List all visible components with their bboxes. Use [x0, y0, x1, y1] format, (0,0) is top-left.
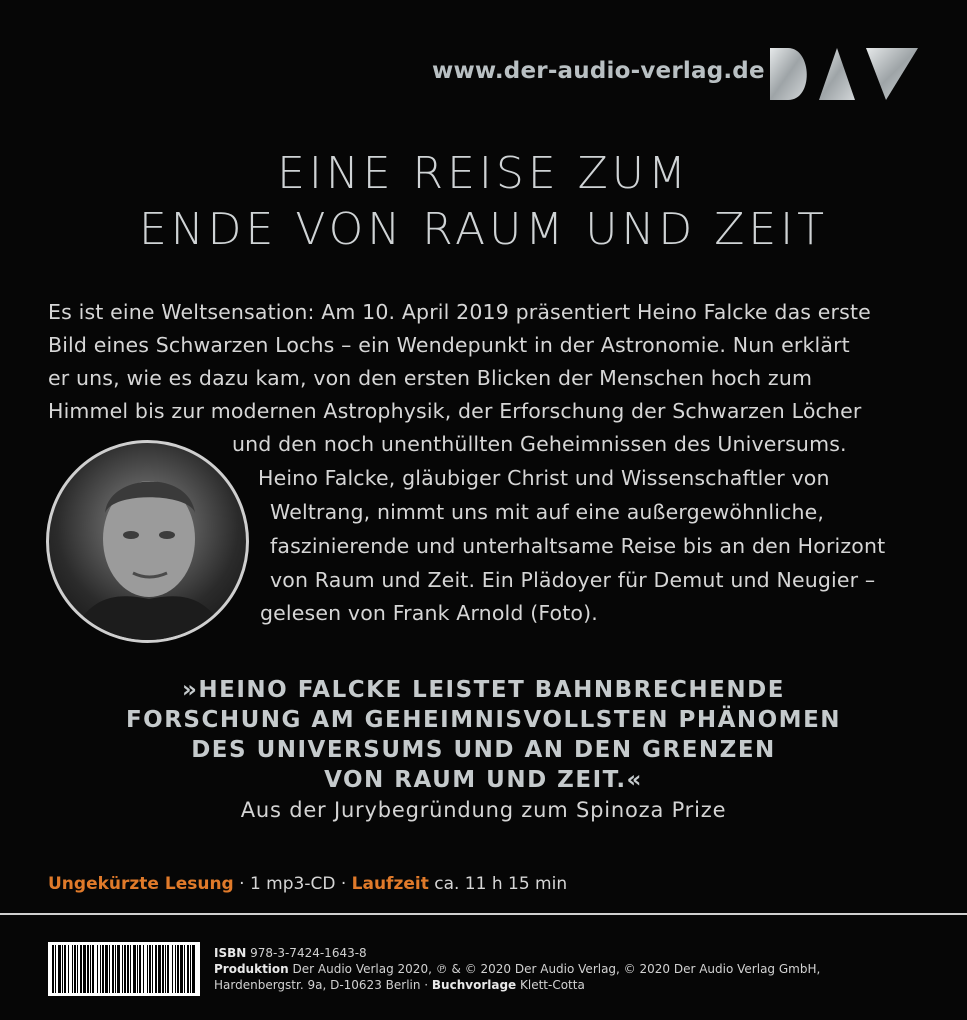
runtime-label: Laufzeit — [351, 874, 429, 894]
dav-logo — [770, 48, 920, 100]
blurb-line: Bild eines Schwarzen Lochs – ein Wendepunkt in der Astronomie. Nun erklärt — [48, 333, 850, 357]
headline-line-2: ENDE VON RAUM UND ZEIT — [138, 204, 829, 255]
blurb-line: er uns, wie es dazu kam, von den ersten Blicken der Menschen hoch zum — [48, 366, 813, 390]
blurb-line: Heino Falcke, gläubiger Christ und Wissenschaftler von — [258, 466, 830, 490]
quote-line-2: FORSCHUNG AM GEHEIMNISVOLLSTEN PHÄNOMEN — [125, 707, 842, 733]
blurb-line: Himmel bis zur modernen Astrophysik, der Erforschung der Schwarzen Löcher — [48, 399, 862, 423]
quote-source: Aus der Jurybegründung zum Spinoza Prize — [240, 798, 727, 822]
quote-line-1: »HEINO FALCKE LEISTET BAHNBRECHENDE — [182, 677, 785, 703]
blurb-line: Es ist eine Weltsensation: Am 10. April 2019 präsentiert Heino Falcke das erste — [48, 300, 871, 324]
address-line: Hardenbergstr. 9a, D-10623 Berlin · Buchvorlage Klett-Cotta — [214, 978, 585, 992]
unabridged-label: Ungekürzte Lesung — [48, 874, 234, 894]
isbn-line: ISBN 978-3-7424-1643-8 — [214, 946, 367, 960]
product-meta — [48, 874, 567, 894]
narrator-portrait-photo — [46, 440, 249, 643]
blurb-line: faszinierende und unterhaltsame Reise bis an den Horizont — [270, 534, 886, 558]
format-text: · 1 mp3-CD · — [233, 874, 352, 894]
quote-line-4: VON RAUM UND ZEIT.« — [324, 767, 643, 793]
section-divider — [0, 913, 967, 915]
publisher-url[interactable]: www.der-audio-verlag.de — [432, 58, 765, 84]
barcode — [48, 942, 200, 996]
quote-line-3: DES UNIVERSUMS UND AN DEN GRENZEN — [191, 737, 776, 763]
portrait-silhouette — [49, 443, 246, 640]
runtime-value: ca. 11 h 15 min — [428, 874, 568, 894]
production-line: Produktion Der Audio Verlag 2020, ℗ & © 2020 Der Audio Verlag, © 2020 Der Audio Verlag GmbH, — [214, 962, 821, 976]
blurb-line: gelesen von Frank Arnold (Foto). — [260, 601, 598, 625]
blurb-line: von Raum und Zeit. Ein Plädoyer für Demut und Neugier – — [270, 568, 876, 592]
blurb-line: Weltrang, nimmt uns mit auf eine außergewöhnliche, — [270, 500, 825, 524]
blurb-line: und den noch unenthüllten Geheimnissen des Universums. — [232, 432, 847, 456]
headline-line-1: EINE REISE ZUM — [277, 148, 690, 199]
barcode-bars — [48, 942, 200, 996]
